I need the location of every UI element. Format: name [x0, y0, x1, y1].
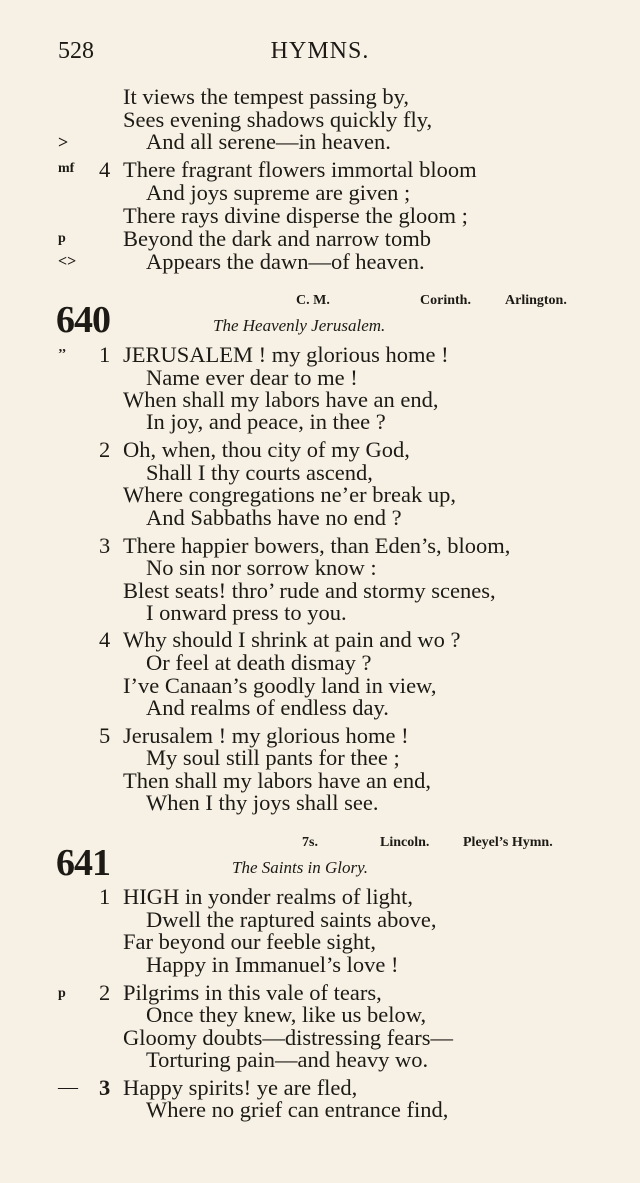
- verse-line: It views the tempest passing by,: [123, 84, 409, 109]
- verse-line: Gloomy doubts—distressing fears—: [123, 1025, 453, 1050]
- verse-line: When I thy joys shall see.: [146, 790, 379, 815]
- verse-line: Jerusalem ! my glorious home !: [123, 723, 409, 748]
- verse-line: Sees evening shadows quickly fly,: [123, 107, 433, 132]
- verse-line: I’ve Canaan’s goodly land in view,: [123, 673, 437, 698]
- verse-line: Why should I shrink at pain and wo ?: [123, 627, 461, 652]
- verse-line: I onward press to you.: [146, 600, 347, 625]
- hymn-number: 641: [56, 842, 110, 884]
- verse-line: Dwell the raptured saints above,: [146, 907, 437, 932]
- verse-line: Where congregations ne’er break up,: [123, 482, 456, 507]
- verse-line: There rays divine disperse the gloom ;: [123, 203, 468, 228]
- stanza-number: 3: [99, 533, 111, 558]
- verse-line: Beyond the dark and narrow tomb: [123, 226, 432, 251]
- verse-line: And joys supreme are given ;: [146, 180, 411, 205]
- dynamic-mark-dash: —: [58, 1076, 78, 1098]
- hymn-title: The Saints in Glory.: [232, 858, 369, 877]
- verse-line: And realms of endless day.: [146, 695, 389, 720]
- stanza-number: 1: [99, 342, 111, 367]
- stanza-number: 4: [99, 627, 111, 652]
- dynamic-mark-decrescendo: >: [58, 132, 69, 152]
- dynamic-mark-p: p: [58, 986, 66, 1001]
- page-number: 528: [58, 38, 94, 64]
- hymn-meter: 7s.: [302, 835, 318, 850]
- verse-line: Oh, when, thou city of my God,: [123, 437, 410, 462]
- tune-name: Lincoln.: [380, 835, 430, 850]
- dynamic-mark-mf: mf: [58, 161, 75, 176]
- verse-line: Blest seats! thro’ rude and stormy scenes,: [123, 578, 496, 603]
- verse-line: HIGH in yonder realms of light,: [123, 884, 413, 909]
- tune-name: Arlington.: [505, 293, 567, 308]
- verse-line: Torturing pain—and heavy wo.: [146, 1047, 429, 1072]
- verse-line: Then shall my labors have an end,: [123, 768, 432, 793]
- verse-line: Where no grief can entrance find,: [146, 1097, 449, 1122]
- running-title: HYMNS.: [270, 38, 370, 64]
- verse-line: There fragrant flowers immortal bloom: [123, 157, 477, 182]
- tune-name: Pleyel’s Hymn.: [463, 835, 553, 850]
- verse-line: Once they knew, like us below,: [146, 1002, 427, 1027]
- verse-line: Appears the dawn—of heaven.: [146, 249, 425, 274]
- verse-line: Happy spirits! ye are fled,: [123, 1075, 358, 1100]
- dynamic-mark-swell: <>: [58, 253, 77, 270]
- stanza-number: 1: [99, 884, 111, 909]
- verse-line: And Sabbaths have no end ?: [146, 505, 402, 530]
- hymn-number: 640: [56, 299, 110, 341]
- verse-line: When shall my labors have an end,: [123, 387, 439, 412]
- hymn-title: The Heavenly Jerusalem.: [213, 316, 386, 335]
- verse-line: Far beyond our feeble sight,: [123, 929, 377, 954]
- stanza-number: 3: [99, 1075, 111, 1100]
- verse-line: In joy, and peace, in thee ?: [146, 409, 386, 434]
- tune-name: Corinth.: [420, 293, 471, 308]
- hymn-meter: C. M.: [296, 293, 330, 308]
- verse-line: No sin nor sorrow know :: [146, 555, 377, 580]
- verse-line: And all serene—in heaven.: [146, 129, 391, 154]
- verse-line: JERUSALEM ! my glorious home !: [123, 342, 449, 367]
- verse-line: My soul still pants for thee ;: [146, 745, 400, 770]
- verse-line: There happier bowers, than Eden’s, bloom,: [123, 533, 511, 558]
- stanza-number: 4: [99, 157, 111, 182]
- stanza-number: 2: [99, 437, 111, 462]
- verse-line: Or feel at death dismay ?: [146, 650, 372, 675]
- dynamic-mark-p: p: [58, 231, 66, 246]
- stanza-number: 2: [99, 980, 111, 1005]
- verse-line: Happy in Immanuel’s love !: [146, 952, 399, 977]
- verse-line: Pilgrims in this vale of tears,: [123, 980, 382, 1005]
- dynamic-mark: ’’: [58, 347, 67, 362]
- stanza-number: 5: [99, 723, 111, 748]
- verse-line: Name ever dear to me !: [146, 365, 358, 390]
- verse-line: Shall I thy courts ascend,: [146, 460, 373, 485]
